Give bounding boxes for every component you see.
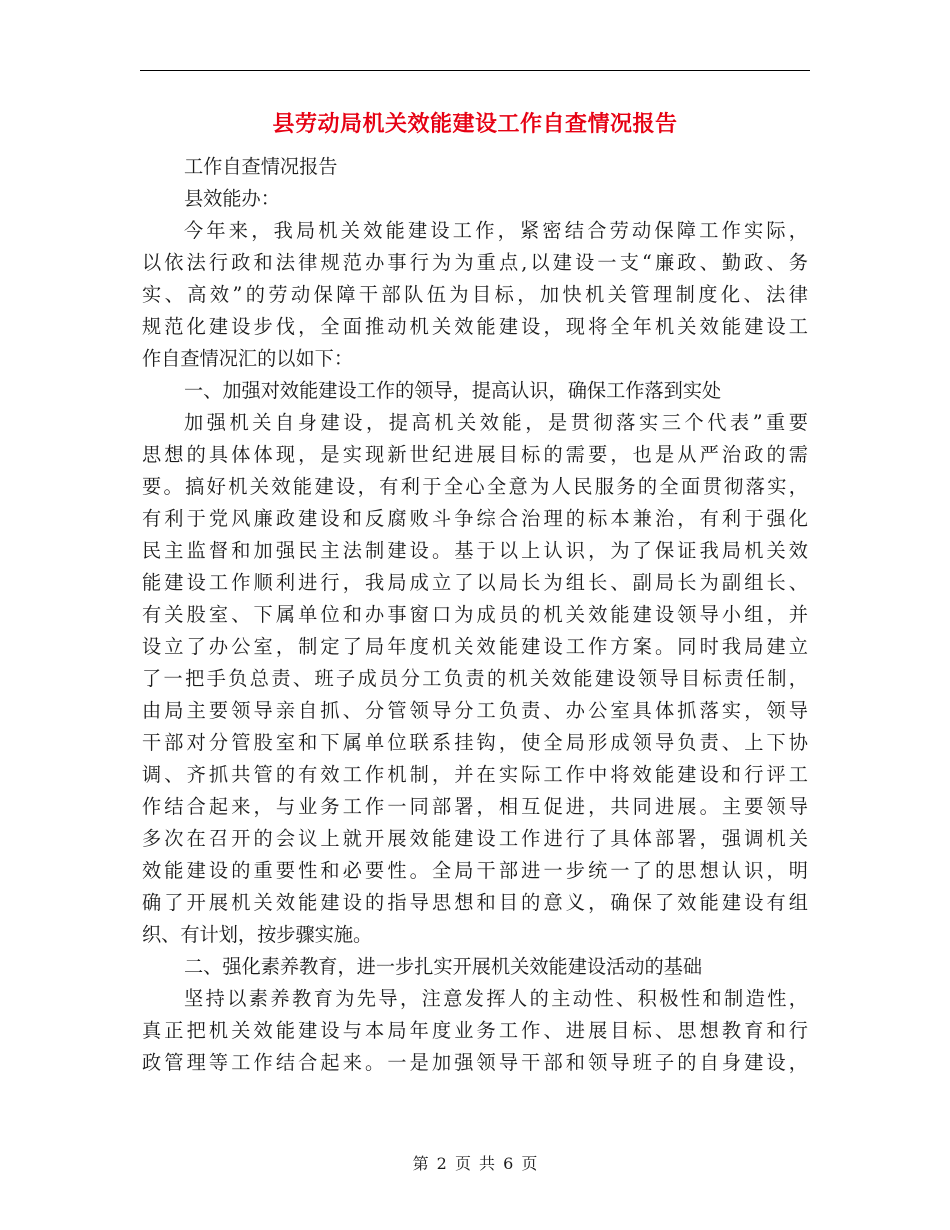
text-line: 真正把机关效能建设与本局年度业务工作、进展目标、思想教育和行 [142,1019,808,1042]
text-line: 多次在召开的会议上就开展效能建设工作进行了具体部署，强调机关 [142,827,808,850]
header-rule [140,70,810,71]
text-line: 作自查情况汇的以如下： [142,347,354,370]
text-line: 加强机关自身建设，提高机关效能，是贯彻落实三个代表”重要 [184,411,808,434]
text-line: 能建设工作顺利进行，我局成立了以局长为组长、副局长为副组长、 [142,571,808,594]
text-line: 民主监督和加强民主法制建设。基于以上认识，为了保证我局机关效 [142,539,808,562]
text-line: 织、有计划，按步骤实施。 [142,923,373,946]
text-line: 要。搞好机关效能建设，有利于全心全意为人民服务的全面贯彻落实， [142,475,808,498]
document-body [142,151,808,1079]
text-line: 有利于党风廉政建设和反腐败斗争综合治理的标本兼治，有利于强化 [142,507,808,530]
page-footer: 第 2 页 共 6 页 [412,1154,538,1173]
text-line: 规范化建设步伐，全面推动机关效能建设，现将全年机关效能建设工 [142,315,808,338]
text-line: 调、齐抓共管的有效工作机制，并在实际工作中将效能建设和行评工 [142,763,808,786]
text-line: 设立了办公室，制定了局年度机关效能建设工作方案。同时我局建立 [142,635,808,658]
text-line: 今年来，我局机关效能建设工作，紧密结合劳动保障工作实际， [184,219,808,242]
text-line: 思想的具体体现，是实现新世纪进展目标的需要，也是从严治政的需 [142,443,808,466]
text-line: 二、强化素养教育，进一步扎实开展机关效能建设活动的基础 [184,955,703,978]
text-line: 干部对分管股室和下属单位联系挂钩，使全局形成领导负责、上下协 [142,731,808,754]
text-line: 坚持以素养教育为先导，注意发挥人的主动性、积极性和制造性， [184,987,808,1010]
text-line: 以依法行政和法律规范办事行为为重点,以建设一支“廉政、勤政、务 [142,251,808,274]
document-title: 县劳动局机关效能建设工作自查情况报告 [272,112,678,137]
text-line: 了一把手负总责、班子成员分工负责的机关效能建设领导目标责任制， [142,667,808,690]
text-line: 确了开展机关效能建设的指导思想和目的意义，确保了效能建设有组 [142,891,808,914]
text-line: 工作自查情况报告 [184,155,338,178]
text-line: 一、加强对效能建设工作的领导，提高认识，确保工作落到实处 [184,379,722,402]
text-line: 有关股室、下属单位和办事窗口为成员的机关效能建设领导小组，并 [142,603,808,626]
text-line: 由局主要领导亲自抓、分管领导分工负责、办公室具体抓落实，领导 [142,699,808,722]
text-line: 实、高效”的劳动保障干部队伍为目标，加快机关管理制度化、法律 [142,283,808,306]
text-line: 效能建设的重要性和必要性。全局干部进一步统一了的思想认识，明 [142,859,808,882]
text-line: 县效能办： [184,187,280,210]
text-line: 政管理等工作结合起来。一是加强领导干部和领导班子的自身建设， [142,1051,808,1074]
text-line: 作结合起来，与业务工作一同部署，相互促进，共同进展。主要领导 [142,795,808,818]
